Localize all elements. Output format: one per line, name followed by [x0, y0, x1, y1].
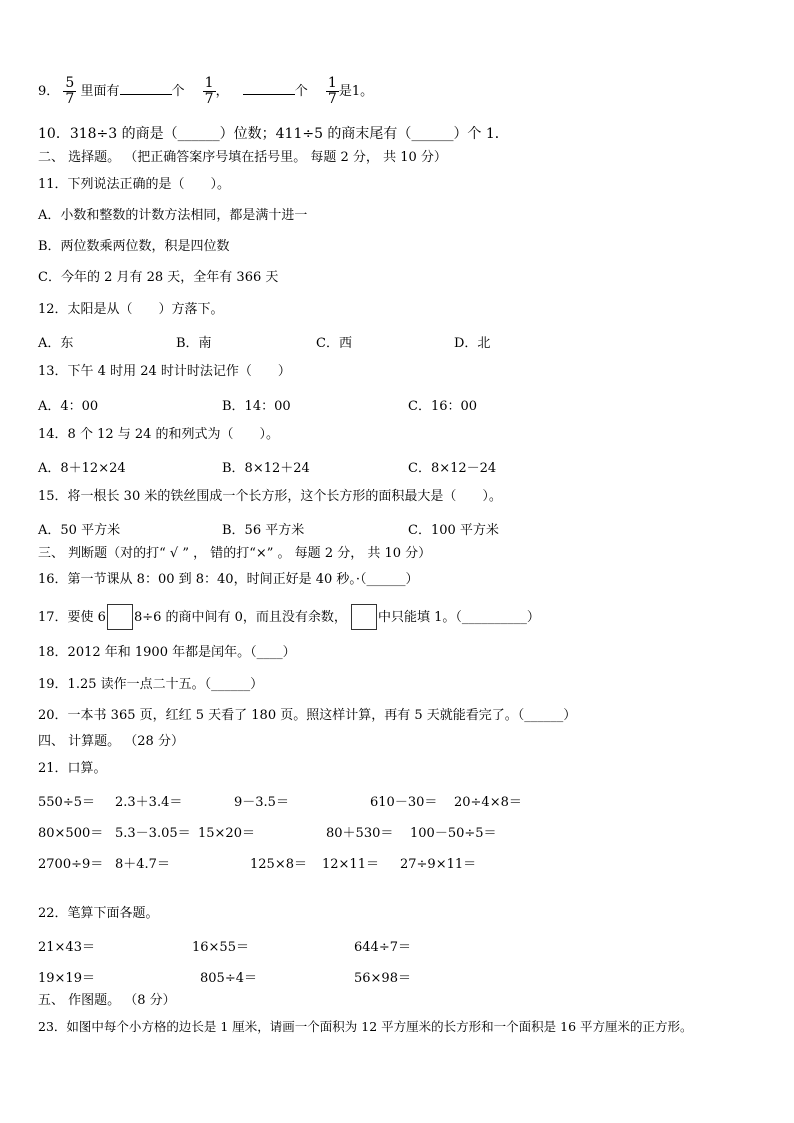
oral-calc: 5.3－3.05＝ — [115, 826, 191, 841]
oral-calc: 2700÷9＝ — [38, 857, 104, 872]
oral-calc: 9－3.5＝ — [234, 795, 289, 810]
question-20: 20．一本书 365 页，红红 5 天看了 180 页。照这样计算，再有 5 天就能看完了。（______） — [38, 708, 577, 723]
oral-calc: 27÷9×11＝ — [400, 857, 477, 872]
q12-option-c[interactable]: C．西 — [316, 336, 352, 351]
written-calc: 16×55＝ — [192, 940, 249, 955]
q11-option-a[interactable]: A．小数和整数的计数方法相同，都是满十进一 — [38, 208, 308, 223]
q11-option-b[interactable]: B．两位数乘两位数，积是四位数 — [38, 239, 230, 254]
q14-option-a[interactable]: A．8＋12×24 — [38, 461, 126, 476]
written-calc: 19×19＝ — [38, 971, 95, 986]
q15-option-c[interactable]: C．100 平方米 — [408, 523, 499, 538]
q13-option-b[interactable]: B．14：00 — [222, 399, 291, 414]
oral-calc: 100－50÷5＝ — [410, 826, 497, 841]
q13-option-c[interactable]: C．16：00 — [408, 399, 478, 414]
q11-option-c[interactable]: C．今年的 2 月有 28 天，全年有 366 天 — [38, 270, 279, 285]
q12-option-a[interactable]: A．东 — [38, 336, 74, 351]
oral-calc: 550÷5＝ — [38, 795, 95, 810]
question-9: 9． $\frac{5}{7}$ 里面有 个 $\frac{1}{7}$ ， 个 $\frac{1}{7}$ 是1。 — [38, 75, 374, 107]
question-19: 19．1.25 读作一点二十五。（______） — [38, 677, 264, 692]
fraction-1-7: $\frac{1}{7}$ — [327, 75, 337, 107]
question-11-stem: 11．下列说法正确的是（ ）。 — [38, 177, 231, 192]
question-14-stem: 14．8 个 12 与 24 的和列式为（ ）。 — [38, 427, 280, 442]
answer-blank[interactable] — [243, 81, 295, 95]
fraction-1-7: $\frac{1}{7}$ — [204, 75, 214, 107]
q15-option-b[interactable]: B．56 平方米 — [222, 523, 305, 538]
oral-calc: 8＋4.7＝ — [115, 857, 170, 872]
q13-option-a[interactable]: A．4：00 — [38, 399, 99, 414]
section-3-heading: 三、 判断题（对的打“ √ ” ， 错的打“×” 。 每题 2 分， 共 10 分） — [38, 546, 432, 561]
written-calc: 56×98＝ — [354, 971, 411, 986]
question-23: 23．如图中每个小方格的边长是 1 厘米，请画一个面积为 12 平方厘米的长方形和一个面积是 16 平方厘米的正方形。 — [38, 1019, 693, 1034]
answer-blank[interactable]: ______ — [411, 126, 454, 142]
oral-calc: 2.3＋3.4＝ — [115, 795, 183, 810]
answer-blank[interactable]: ______ — [177, 126, 220, 142]
section-2-heading: 二、 选择题。 （把正确答案序号填在括号里。 每题 2 分， 共 10 分） — [38, 150, 447, 165]
answer-blank[interactable] — [120, 81, 172, 95]
oral-calc: 20÷4×8＝ — [454, 795, 522, 810]
section-4-heading: 四、 计算题。 （28 分） — [38, 734, 184, 749]
oral-calc: 125×8＝ — [250, 857, 307, 872]
question-10: 10．318÷3 的商是（______）位数；411÷5 的商末尾有（______）个 1． — [38, 126, 509, 142]
q14-option-c[interactable]: C．8×12－24 — [408, 461, 497, 476]
oral-calc: 15×20＝ — [198, 826, 255, 841]
q9-number: 9． — [38, 84, 60, 99]
q12-option-d[interactable]: D．北 — [454, 336, 491, 351]
q14-option-b[interactable]: B．8×12＋24 — [222, 461, 310, 476]
question-16: 16．第一节课从 8：00 到 8：40，时间正好是 40 秒。·（______） — [38, 572, 419, 587]
q12-option-b[interactable]: B．南 — [176, 336, 212, 351]
question-22-stem: 22．笔算下面各题。 — [38, 906, 159, 921]
fraction-5-7: $\frac{5}{7}$ — [65, 75, 75, 107]
question-15-stem: 15．将一根长 30 米的铁丝围成一个长方形，这个长方形的面积最大是（ ）。 — [38, 489, 502, 504]
question-21-stem: 21．口算。 — [38, 761, 107, 776]
digit-box[interactable] — [351, 604, 377, 630]
question-18: 18．2012 年和 1900 年都是闰年。（____） — [38, 645, 296, 660]
written-calc: 21×43＝ — [38, 940, 95, 955]
oral-calc: 80＋530＝ — [326, 826, 394, 841]
written-calc: 805÷4＝ — [200, 971, 257, 986]
oral-calc: 80×500＝ — [38, 826, 104, 841]
question-13-stem: 13．下午 4 时用 24 时计时法记作（ ） — [38, 364, 291, 379]
q15-option-a[interactable]: A．50 平方米 — [38, 523, 121, 538]
question-12-stem: 12．太阳是从（ ）方落下。 — [38, 302, 224, 317]
written-calc: 644÷7＝ — [354, 940, 411, 955]
section-5-heading: 五、 作图题。 （8 分） — [38, 993, 176, 1008]
digit-box[interactable] — [107, 604, 133, 630]
oral-calc: 12×11＝ — [322, 857, 379, 872]
oral-calc: 610－30＝ — [370, 795, 438, 810]
question-17: 17．要使 6 8÷6 的商中间有 0，而且没有余数， 中只能填 1。（__________） — [38, 604, 540, 631]
